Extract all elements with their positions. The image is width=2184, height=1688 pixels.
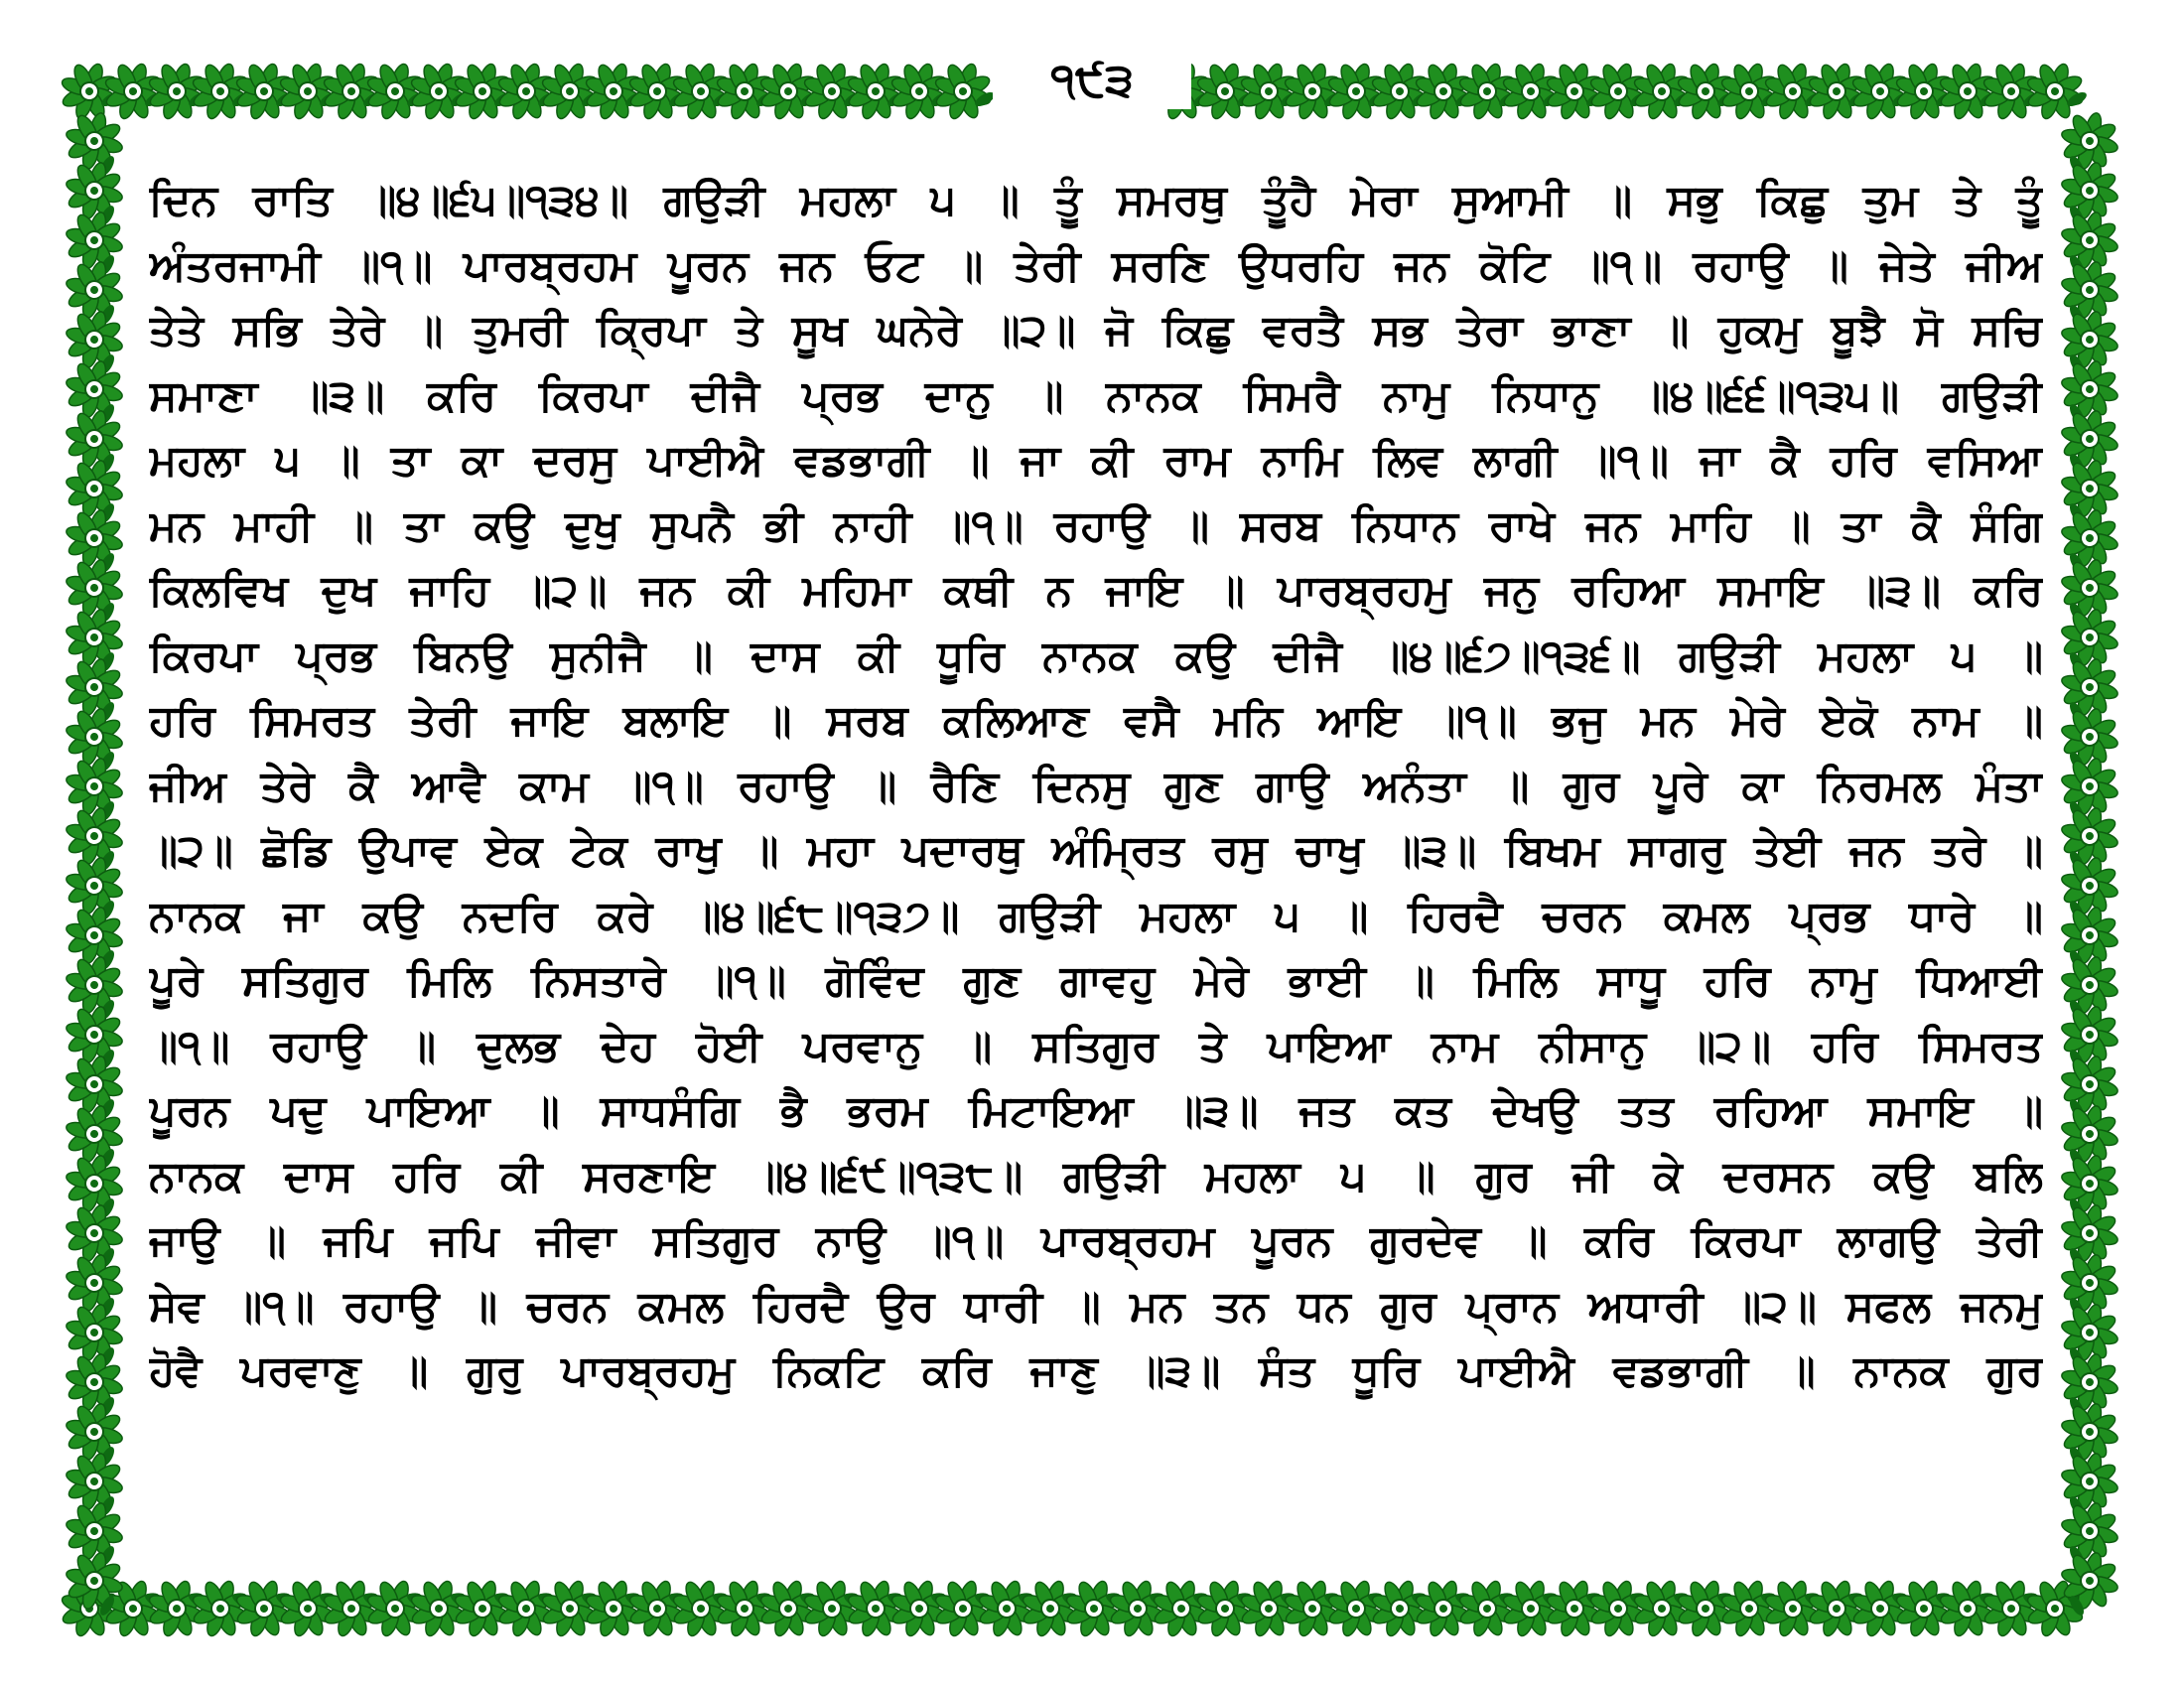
border-flower-icon <box>59 1247 129 1318</box>
border-flower-icon <box>2054 999 2124 1069</box>
border-flower-icon <box>59 1148 129 1218</box>
border-flower-icon <box>2054 304 2124 374</box>
border-flower-icon <box>59 552 129 623</box>
border-flower-icon <box>2054 900 2124 970</box>
border-flower-icon <box>59 155 129 225</box>
text-line: ਦਿਨ ਰਾਤਿ ॥੪॥੬੫॥੧੩੪॥ ਗਉੜੀ ਮਹਲਾ ੫ ॥ ਤੂੰ ਸਮਰਥੁ ਤੂੰਹੈ ਮੇਰਾ ਸੁਆਮੀ ॥ ਸਭੁ ਕਿਛੁ ਤੁਮ ਤੇ ਤੂੰ <box>149 176 2043 225</box>
text-line: ਜਾਉ ॥ ਜਪਿ ਜਪਿ ਜੀਵਾ ਸਤਿਗੁਰ ਨਾਉ ॥੧॥ ਪਾਰਬ੍ਰਹਮ ਪੂਰਨ ਗੁਰਦੇਵ ॥ ਕਰਿ ਕਿਰਪਾ ਲਾਗਉ ਤੇਰੀ <box>149 1216 2043 1266</box>
border-flower-icon <box>2054 1148 2124 1218</box>
border-flower-icon <box>59 999 129 1069</box>
border-flower-icon <box>2054 453 2124 523</box>
border-flower-icon <box>59 353 129 424</box>
border-flower-icon <box>59 1197 129 1268</box>
border-flower-icon <box>2054 1346 2124 1417</box>
border-flower-icon <box>2054 949 2124 1020</box>
border-flower-icon <box>59 403 129 474</box>
text-line: ਸਮਾਣਾ ॥੩॥ ਕਰਿ ਕਿਰਪਾ ਦੀਜੈ ਪ੍ਰਭ ਦਾਨੁ ॥ ਨਾਨਕ ਸਿਮਰੈ ਨਾਮੁ ਨਿਧਾਨੁ ॥੪॥੬੬॥੧੩੫॥ ਗਉੜੀ <box>149 370 2043 421</box>
border-flower-icon <box>2054 1049 2124 1119</box>
border-flower-icon <box>2054 1446 2124 1516</box>
text-line: ਪੂਰਨ ਪਦੁ ਪਾਇਆ ॥ ਸਾਧਸੰਗਿ ਭੈ ਭਰਮ ਮਿਟਾਇਆ ॥੩॥ ਜਤ ਕਤ ਦੇਖਉ ਤਤ ਰਹਿਆ ਸਮਾਇ ॥ <box>149 1086 2043 1136</box>
border-flower-icon <box>59 949 129 1020</box>
border-flower-icon <box>2054 1297 2124 1367</box>
border-flower-icon <box>2054 701 2124 772</box>
border-flower-icon <box>2054 403 2124 474</box>
border-flower-icon <box>2054 751 2124 821</box>
border-flower-icon <box>59 850 129 920</box>
border-flower-icon <box>2054 602 2124 672</box>
border-flower-icon <box>2054 1495 2124 1566</box>
text-line: ਜੀਅ ਤੇਰੇ ਕੈ ਆਵੈ ਕਾਮ ॥੧॥ ਰਹਾਉ ॥ ਰੈਣਿ ਦਿਨਸੁ ਗੁਣ ਗਾਉ ਅਨੰਤਾ ॥ ਗੁਰ ਪੂਰੇ ਕਾ ਨਿਰਮਲ ਮੰਤਾ <box>149 761 2043 811</box>
border-flower-icon <box>2054 800 2124 871</box>
border-flower-icon <box>2054 651 2124 722</box>
page-number: ੧੯੩ <box>993 50 1191 109</box>
text-line: ਪੂਰੇ ਸਤਿਗੁਰ ਮਿਲਿ ਨਿਸਤਾਰੇ ॥੧॥ ਗੋਵਿੰਦ ਗੁਣ ਗਾਵਹੁ ਮੇਰੇ ਭਾਈ ॥ ਮਿਲਿ ਸਾਧੂ ਹਰਿ ਨਾਮੁ ਧਿਆਈ <box>149 956 2043 1006</box>
border-flower-icon <box>59 304 129 374</box>
border-flower-icon <box>59 1446 129 1516</box>
border-flower-icon <box>59 1297 129 1367</box>
border-flower-icon <box>2054 353 2124 424</box>
text-line: ਕਿਲਵਿਖ ਦੁਖ ਜਾਹਿ ॥੨॥ ਜਨ ਕੀ ਮਹਿਮਾ ਕਥੀ ਨ ਜਾਇ ॥ ਪਾਰਬ੍ਰਹਮੁ ਜਨੁ ਰਹਿਆ ਸਮਾਇ ॥੩॥ ਕਰਿ <box>149 566 2043 616</box>
text-line: ਹੋਵੈ ਪਰਵਾਣੁ ॥ ਗੁਰੁ ਪਾਰਬ੍ਰਹਮੁ ਨਿਕਟਿ ਕਰਿ ਜਾਣੁ ॥੩॥ ਸੰਤ ਧੂਰਿ ਪਾਈਐ ਵਡਭਾਗੀ ॥ ਨਾਨਕ ਗੁਰ <box>149 1346 2043 1396</box>
text-line: ਮਹਲਾ ੫ ॥ ਤਾ ਕਾ ਦਰਸੁ ਪਾਈਐ ਵਡਭਾਗੀ ॥ ਜਾ ਕੀ ਰਾਮ ਨਾਮਿ ਲਿਵ ਲਾਗੀ ॥੧॥ ਜਾ ਕੈ ਹਰਿ ਵਸਿਆ <box>149 436 2043 486</box>
border-flower-icon <box>59 1495 129 1566</box>
text-line: ਮਨ ਮਾਹੀ ॥ ਤਾ ਕਉ ਦੁਖੁ ਸੁਪਨੈ ਭੀ ਨਾਹੀ ॥੧॥ ਰਹਾਉ ॥ ਸਰਬ ਨਿਧਾਨ ਰਾਖੇ ਜਨ ਮਾਹਿ ॥ ਤਾ ਕੈ ਸੰਗਿ <box>149 500 2043 551</box>
border-flower-icon <box>2054 850 2124 920</box>
border-flower-icon <box>2054 205 2124 275</box>
border-flower-icon <box>2054 155 2124 225</box>
border-flower-icon <box>59 1346 129 1417</box>
border-flower-icon <box>2054 1247 2124 1318</box>
border-flower-icon <box>2054 1098 2124 1169</box>
text-line: ॥੨॥ ਛੋਡਿ ਉਪਾਵ ਏਕ ਟੇਕ ਰਾਖੁ ॥ ਮਹਾ ਪਦਾਰਥੁ ਅੰਮ੍ਰਿਤ ਰਸੁ ਚਾਖੁ ॥੩॥ ਬਿਖਮ ਸਾਗਰੁ ਤੇਈ ਜਨ ਤਰੇ ॥ <box>149 826 2043 876</box>
border-flower-icon <box>59 254 129 325</box>
text-line: ਸੇਵ ॥੧॥ ਰਹਾਉ ॥ ਚਰਨ ਕਮਲ ਹਿਰਦੈ ਉਰ ਧਾਰੀ ॥ ਮਨ ਤਨ ਧਨ ਗੁਰ ਪ੍ਰਾਨ ਅਧਾਰੀ ॥੨॥ ਸਫਲ ਜਨਮੁ <box>149 1281 2043 1332</box>
text-line: ਨਾਨਕ ਜਾ ਕਉ ਨਦਰਿ ਕਰੇ ॥੪॥੬੮॥੧੩੭॥ ਗਉੜੀ ਮਹਲਾ ੫ ॥ ਹਿਰਦੈ ਚਰਨ ਕਮਲ ਪ੍ਰਭ ਧਾਰੇ ॥ <box>149 891 2043 941</box>
text-line: ਅੰਤਰਜਾਮੀ ॥੧॥ ਪਾਰਬ੍ਰਹਮ ਪੂਰਨ ਜਨ ਓਟ ॥ ਤੇਰੀ ਸਰਣਿ ਉਧਰਹਿ ਜਨ ਕੋਟਿ ॥੧॥ ਰਹਾਉ ॥ ਜੇਤੇ ਜੀਅ <box>149 240 2043 291</box>
border-flower-icon <box>59 453 129 523</box>
border-flower-icon <box>59 205 129 275</box>
border-flower-icon <box>59 1396 129 1467</box>
border-flower-icon <box>2054 552 2124 623</box>
border-flower-icon <box>59 105 129 176</box>
scripture-text-body <box>149 169 2043 1405</box>
border-flower-icon <box>59 701 129 772</box>
text-line: ਹਰਿ ਸਿਮਰਤ ਤੇਰੀ ਜਾਇ ਬਲਾਇ ॥ ਸਰਬ ਕਲਿਆਣ ਵਸੈ ਮਨਿ ਆਇ ॥੧॥ ਭਜੁ ਮਨ ਮੇਰੇ ਏਕੋ ਨਾਮ ॥ <box>149 696 2043 746</box>
border-flower-icon <box>59 502 129 573</box>
border-flower-icon <box>2054 502 2124 573</box>
border-flower-icon <box>59 800 129 871</box>
border-flower-icon <box>59 651 129 722</box>
text-line: ਤੇਤੇ ਸਭਿ ਤੇਰੇ ॥ ਤੁਮਰੀ ਕ੍ਰਿਪਾ ਤੇ ਸੂਖ ਘਨੇਰੇ ॥੨॥ ਜੋ ਕਿਛੁ ਵਰਤੈ ਸਭ ਤੇਰਾ ਭਾਣਾ ॥ ਹੁਕਮੁ ਬੂਝੈ ਸੋ ਸਚਿ <box>149 306 2043 355</box>
text-line: ਕਿਰਪਾ ਪ੍ਰਭ ਬਿਨਉ ਸੁਨੀਜੈ ॥ ਦਾਸ ਕੀ ਧੂਰਿ ਨਾਨਕ ਕਉ ਦੀਜੈ ॥੪॥੬੭॥੧੩੬॥ ਗਉੜੀ ਮਹਲਾ ੫ ॥ <box>149 631 2043 681</box>
text-line: ਨਾਨਕ ਦਾਸ ਹਰਿ ਕੀ ਸਰਣਾਇ ॥੪॥੬੯॥੧੩੮॥ ਗਉੜੀ ਮਹਲਾ ੫ ॥ ਗੁਰ ਜੀ ਕੇ ਦਰਸਨ ਕਉ ਬਲਿ <box>149 1151 2043 1201</box>
border-flower-icon <box>59 1049 129 1119</box>
border-flower-icon <box>59 900 129 970</box>
border-flower-icon <box>59 602 129 672</box>
border-flower-icon <box>2054 1396 2124 1467</box>
border-flower-icon <box>2054 1197 2124 1268</box>
border-flower-icon <box>2054 254 2124 325</box>
border-flower-icon <box>59 751 129 821</box>
text-line: ॥੧॥ ਰਹਾਉ ॥ ਦੁਲਭ ਦੇਹ ਹੋਈ ਪਰਵਾਨੁ ॥ ਸਤਿਗੁਰ ਤੇ ਪਾਇਆ ਨਾਮ ਨੀਸਾਨੁ ॥੨॥ ਹਰਿ ਸਿਮਰਤ <box>149 1021 2043 1071</box>
border-flower-icon <box>59 1098 129 1169</box>
